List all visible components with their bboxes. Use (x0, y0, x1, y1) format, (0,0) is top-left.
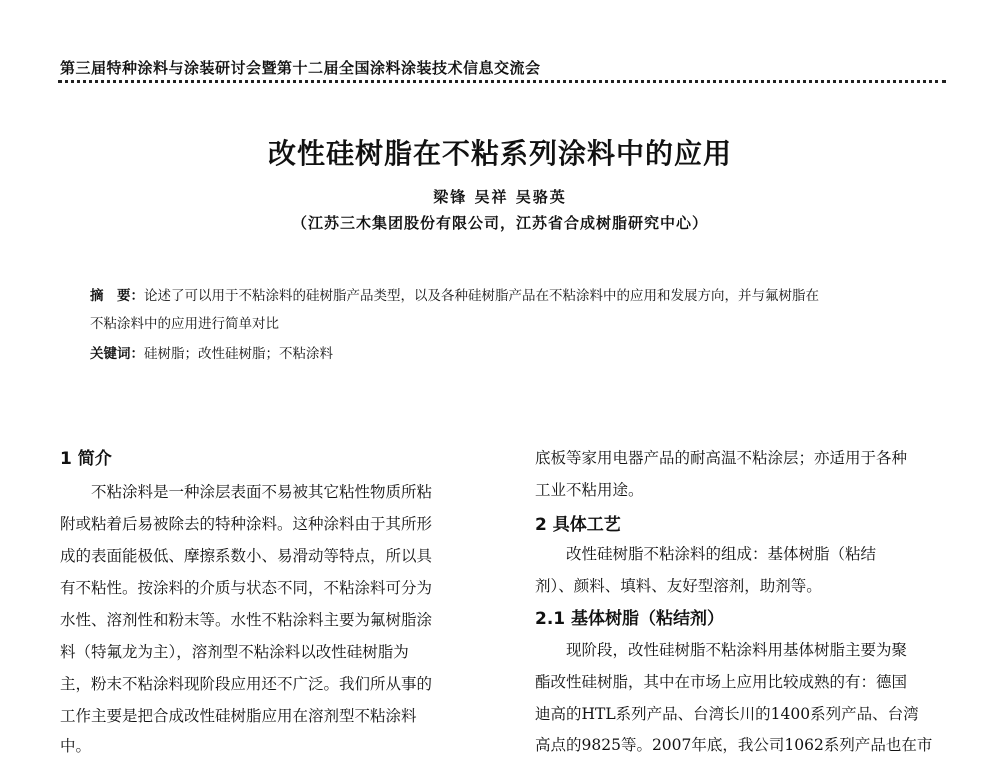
keywords (90, 342, 333, 362)
abstract-text-1: 论述了可以用于不粘涂料的硅树脂产品类型，以及各种硅树脂产品在不粘涂料中的应用和发展方向，并与氟树脂在 (144, 288, 819, 304)
body-line: 剂）、颜料、填料、友好型溶剂，助剂等。 (535, 577, 822, 595)
section-2-heading: 2 具体工艺 (535, 515, 621, 535)
body-line: 料（特氟龙为主），溶剂型不粘涂料以改性硅树脂为 (60, 643, 409, 661)
body-line: 不粘涂料是一种涂层表面不易被其它粘性物质所粘 (60, 483, 433, 501)
body-line: 附或粘着后易被除去的特种涂料。这种涂料由于其所形 (60, 515, 433, 533)
body-line: 工作主要是把合成改性硅树脂应用在溶剂型不粘涂料 (60, 707, 417, 725)
section-2-1-heading: 2.1 基体树脂（粘结剂） (535, 609, 725, 629)
body-line: 中。 (60, 737, 92, 755)
body-line: 成的表面能极低、摩擦系数小、易滑动等特点，所以具 (60, 547, 433, 565)
abstract-line-1 (90, 282, 930, 310)
header-divider (58, 80, 946, 83)
body-line: 迪高的HTL系列产品、台湾长川的1400系列产品、台湾 (535, 705, 919, 723)
body-line: 酯改性硅树脂，其中在市场上应用比较成熟的有：德国 (535, 673, 908, 691)
section-1-heading: 1 简介 (60, 449, 112, 469)
body-line: 底板等家用电器产品的耐高温不粘涂层；亦适用于各种 (535, 449, 908, 467)
abstract (90, 282, 930, 338)
conference-header: 第三届特种涂料与涂装研讨会暨第十二届全国涂料涂装技术信息交流会 (60, 59, 541, 77)
body-line: 现阶段，改性硅树脂不粘涂料用基体树脂主要为聚 (535, 641, 908, 659)
body-line: 工业不粘用途。 (535, 481, 644, 499)
body-line: 有不粘性。按涂料的介质与状态不同，不粘涂料可分为 (60, 579, 433, 597)
keywords-text: 硅树脂；改性硅树脂；不粘涂料 (144, 346, 333, 362)
body-line: 主，粉末不粘涂料现阶段应用还不广泛。我们所从事的 (60, 675, 433, 693)
abstract-line-2: 不粘涂料中的应用进行简单对比 (90, 316, 279, 332)
body-line: 改性硅树脂不粘涂料的组成：基体树脂（粘结 (535, 545, 877, 563)
paper-affiliation: （江苏三木集团股份有限公司，江苏省合成树脂研究中心） (291, 214, 708, 232)
paper-authors: 梁锋 吴祥 吴骆英 (433, 188, 567, 206)
body-line: 高点的9825等。2007年底，我公司1062系列产品也在市 (535, 736, 933, 754)
paper-title: 改性硅树脂在不粘系列涂料中的应用 (267, 137, 732, 170)
abstract-label: 摘 要： (90, 288, 144, 304)
body-line: 水性、溶剂性和粉末等。水性不粘涂料主要为氟树脂涂 (60, 611, 433, 629)
keywords-label: 关键词： (90, 346, 144, 362)
